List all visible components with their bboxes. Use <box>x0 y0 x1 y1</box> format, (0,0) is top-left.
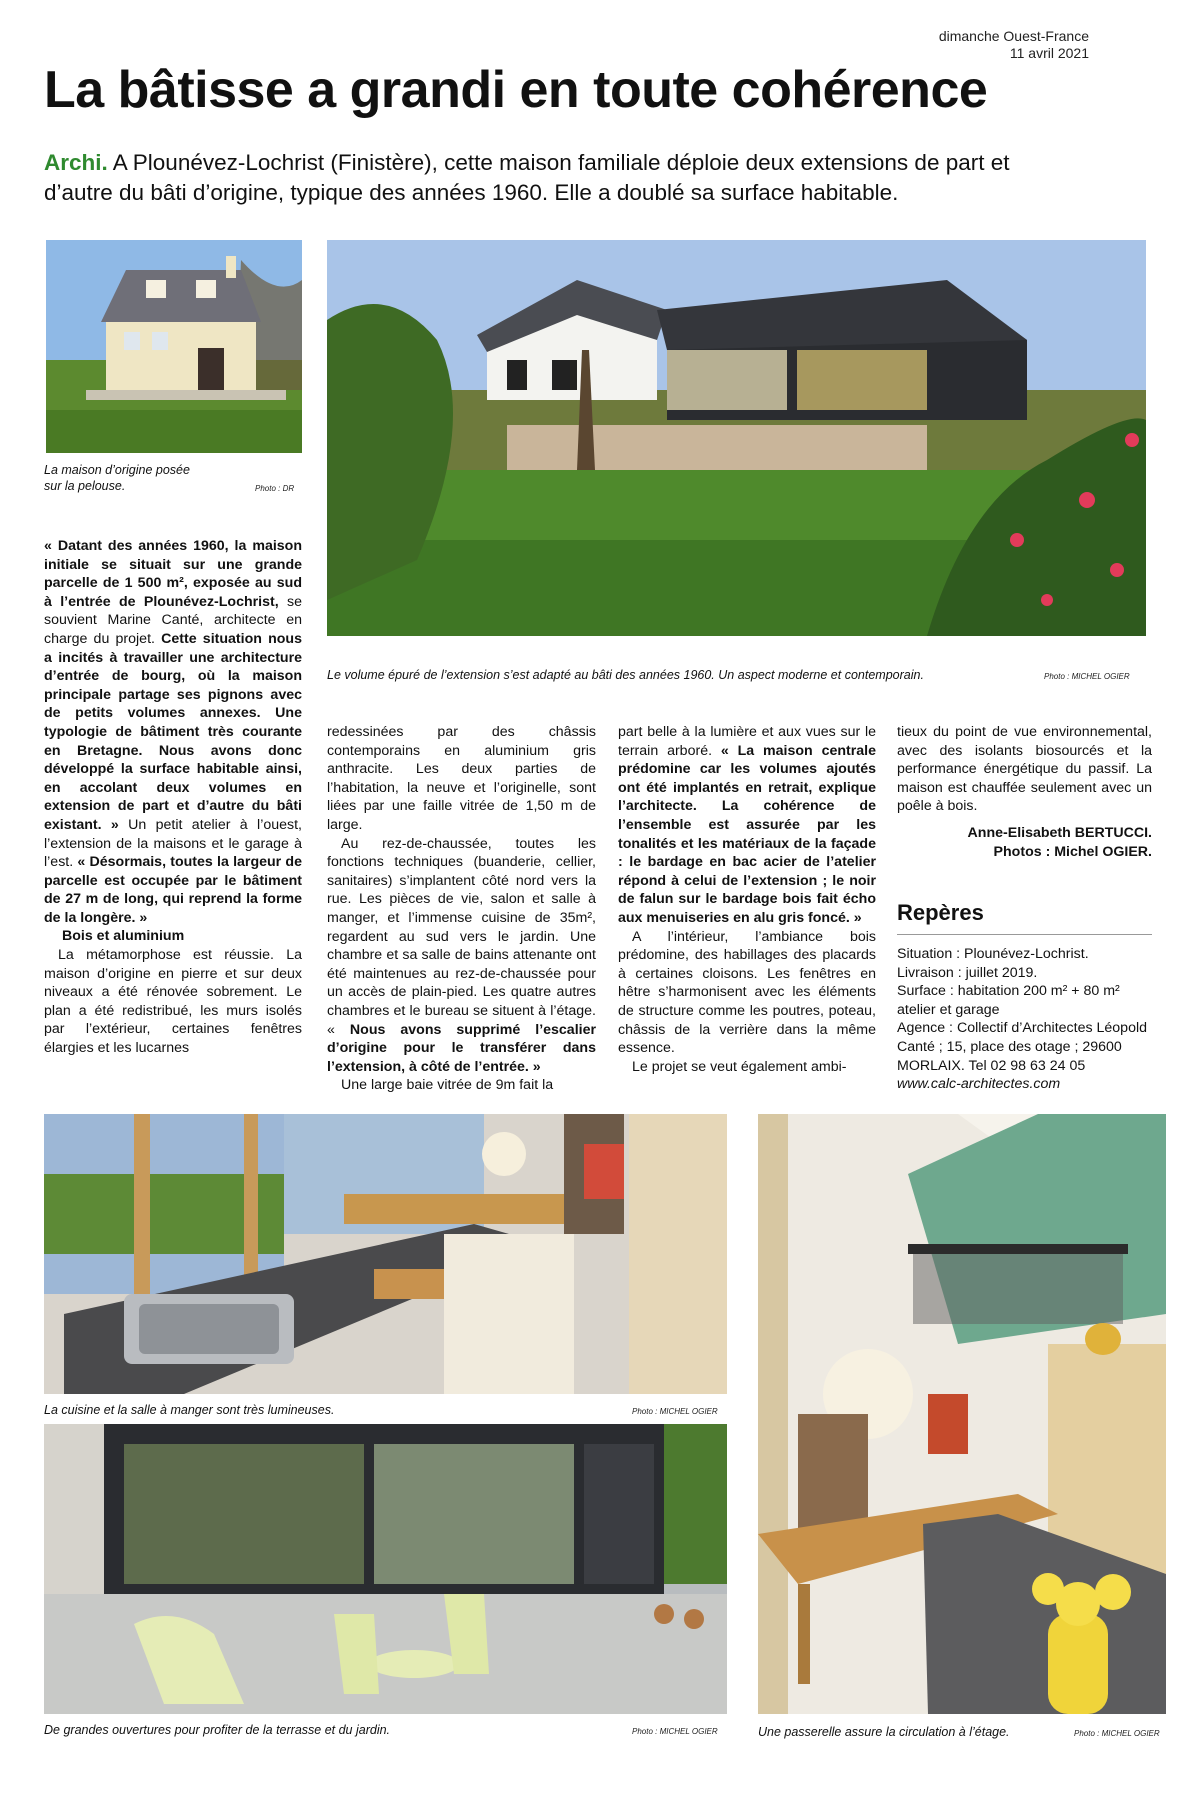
masthead <box>939 28 1089 62</box>
col3-paragraph-1: part belle à la lumière et aux vues sur le terrain arboré. « La maison centrale prédomine car les volumes ajoutés ont été implantés en retrait, explique l’architecte. La cohérence de l’ensemble est assurée par les tonalités et les matériaux de la façade : le bardage en bac acier de l’atelier répond à celui de l’extension ; le noir de falun sur le bardage bois fait écho aux menuiseries en alu gris foncé. » <box>618 724 876 926</box>
article-column-1 <box>44 537 302 1058</box>
caption-original-house: La maison d’origine posée sur la pelouse. <box>44 463 190 493</box>
article-column-3 <box>618 723 876 1076</box>
credit-terrace: Photo : MICHEL OGIER <box>632 1727 718 1736</box>
credit-original-house: Photo : DR <box>255 484 295 493</box>
col1-paragraph-2: La métamorphose est réussie. La maison d’origine en pierre et sur deux niveaux a été rénovée sobrement. Le plan a été redistribué, les murs isolés par l’extérieur, certaines fenêtres élargies et les lucarnes <box>44 947 302 1057</box>
col3-paragraph-3: Le projet se veut également ambi- <box>632 1058 847 1075</box>
caption-mezzanine: Une passerelle assure la circulation à l’étage. <box>758 1725 1010 1739</box>
reperes-agence: Agence : Collectif d’Architectes Léopold Canté ; 15, place des otage ; 29600 MORLAIX. Tel 02 98 63 24 05 <box>897 1020 1147 1074</box>
caption-main-exterior: Le volume épuré de l’extension s’est adapté au bâti des années 1960. Un aspect moderne et contemporain. <box>327 668 924 682</box>
article-column-4 <box>897 723 1152 862</box>
photo-terrace <box>44 1424 727 1714</box>
reperes-website[interactable]: www.calc-architectes.com <box>897 1076 1061 1093</box>
lead-kicker: Archi. <box>44 150 108 175</box>
issue-date: 11 avril 2021 <box>1009 45 1089 61</box>
caption-terrace: De grandes ouvertures pour profiter de la terrasse et du jardin. <box>44 1723 391 1737</box>
article-column-2 <box>327 723 596 1095</box>
photos-signature: Photos : Michel OGIER. <box>993 843 1152 860</box>
reperes-livraison: Livraison : juillet 2019. <box>897 964 1038 981</box>
photo-main-exterior <box>327 240 1146 636</box>
paper-name: dimanche Ouest-France <box>938 28 1089 44</box>
photo-original-house <box>46 240 302 453</box>
reperes-title: Repères <box>897 900 1152 935</box>
photo-mezzanine <box>758 1114 1166 1714</box>
lead-paragraph <box>44 148 1064 208</box>
credit-kitchen: Photo : MICHEL OGIER <box>632 1407 718 1416</box>
col2-paragraph-1: redessinées par des châssis contemporains en aluminium gris anthracite. Les deux parties de l’habitation, la neuve et l’originelle, sont liées par une faille vitrée de 1,50 m de large. <box>327 724 596 833</box>
headline: La bâtisse a grandi en toute cohérence <box>44 61 988 119</box>
author-signature: Anne-Elisabeth BERTUCCI. <box>967 824 1152 841</box>
col3-paragraph-2: A l’intérieur, l’ambiance bois prédomine, des habillages des placards à certaines cloisons. Les fenêtres en hêtre s’harmonisent avec les éléments de structure comme les poutres, poteau, châssis de la verrière dans la même essence. <box>618 928 876 1057</box>
lead-text: A Plounévez-Lochrist (Finistère), cette maison familiale déploie deux extensions de part et d’autre du bâti d’origine, typique des années 1960. Elle a doublé sa surface habitable. <box>44 150 1010 205</box>
credit-mezzanine: Photo : MICHEL OGIER <box>1074 1729 1160 1738</box>
credit-main-exterior: Photo : MICHEL OGIER <box>1044 672 1130 681</box>
col1-subhead: Bois et aluminium <box>62 928 185 945</box>
reperes-surface: Surface : habitation 200 m² + 80 m² atelier et garage <box>897 983 1120 1018</box>
col2-paragraph-3: Une large baie vitrée de 9m fait la <box>341 1077 554 1094</box>
caption-kitchen: La cuisine et la salle à manger sont très lumineuses. <box>44 1403 335 1417</box>
col2-paragraph-2: Au rez-de-chaussée, toutes les fonctions techniques (buanderie, cellier, sanitaires) s’implantent côté nord vers la rue. Les pièces de vie, salon et salle à manger, et l’immense cuisine de 35m², regardent au sud vers le jardin. Une chambre et sa salle de bains attenante ont été maintenues au rez-de-chaussée pour un accès de plain-pied. Les quatre autres chambres et le bureau se situent à l’étage. « Nous avons supprimé l’escalier d’origine pour le transférer dans l’extension, à côté de l’entrée. » <box>327 835 596 1075</box>
col4-paragraph-1: tieux du point de vue environnemental, avec des isolants biosourcés et la performance énergétique du passif. La maison est chauffée seulement avec un poêle à bois. <box>897 724 1152 815</box>
reperes-situation: Situation : Plounévez-Lochrist. <box>897 946 1089 962</box>
col1-paragraph-1: « Datant des années 1960, la maison initiale se situait sur une grande parcelle de 1 500 m², exposée au sud à l’entrée de Plounévez-Lochrist, se souvient Marine Canté, architecte en charge du projet. Cette situation nous a incités à travailler une architecture d’entrée de bourg, où la maison principale partage ses pignons avec de petits volumes annexes. Une typologie de bâtiment très courante en Bretagne. Nous avons donc développé la surface habitable ainsi, en accolant deux volumes en extension de part et d’autre du bâti existant. » Un petit atelier à l’ouest, l’extension de la maisons et le garage à l’est. « Désormais, toutes la largeur de parcelle est occupée par le bâtiment de 27 m de long, qui reprend la forme de la longère. » <box>44 538 302 926</box>
reperes-box <box>897 900 1152 1094</box>
photo-kitchen <box>44 1114 727 1394</box>
